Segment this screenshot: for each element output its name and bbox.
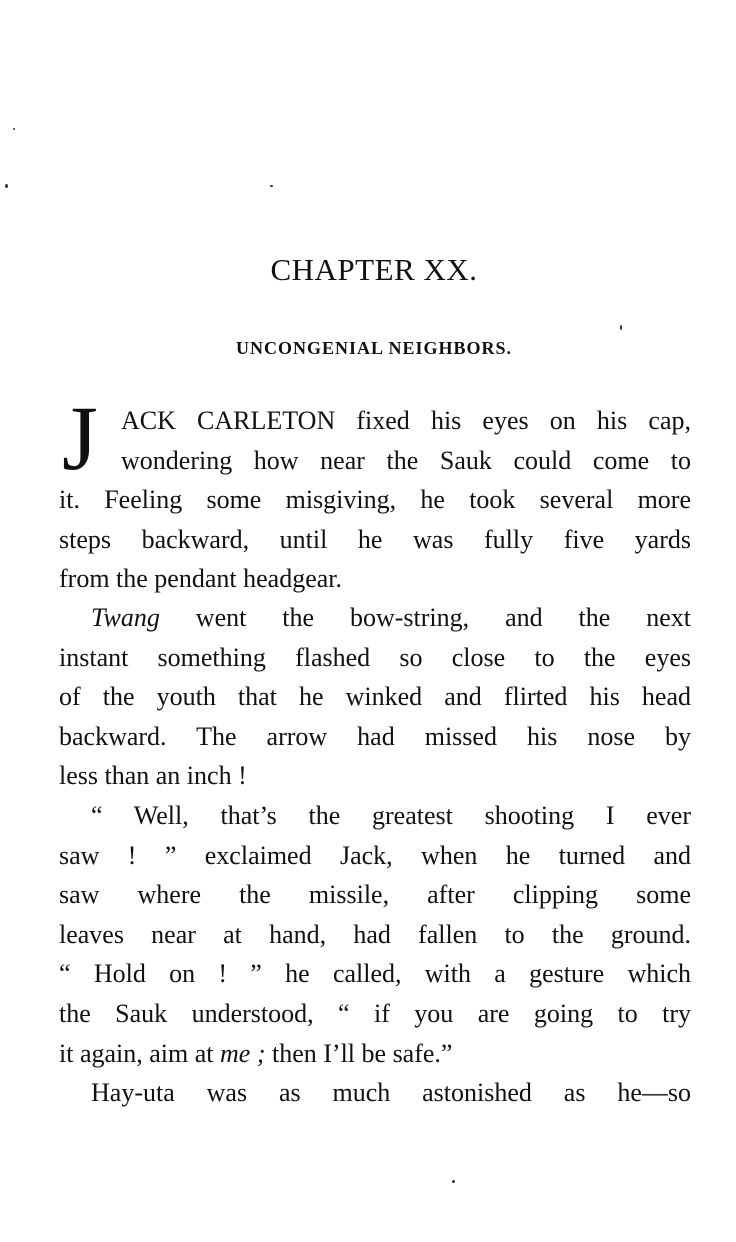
text-line: Hay-uta was as much astonished as he—so	[91, 1078, 691, 1107]
text-line: steps backward, until he was fully five yards	[59, 524, 691, 554]
paragraph-1	[59, 401, 691, 599]
text-line: instant something flashed so close to the eyes	[59, 642, 691, 672]
text-line: “ Well, that’s the greatest shooting I ever	[91, 801, 691, 830]
text-line: leaves near at hand, had fallen to the ground.	[59, 919, 691, 949]
text-line	[59, 598, 691, 638]
text-line: wondering how near the Sauk could come to	[121, 445, 691, 475]
text-line: saw where the missile, after clipping some	[59, 880, 691, 910]
paragraph-4	[59, 1073, 691, 1113]
print-speck	[5, 184, 8, 188]
text-line: it. Feeling some misgiving, he took several more	[59, 485, 691, 515]
text-line	[59, 1034, 691, 1074]
text-line: from the pendant headgear.	[59, 564, 342, 594]
italic-word: Twang	[91, 603, 160, 632]
print-speck	[270, 185, 273, 187]
text-line: “ Hold on ! ” he called, with a gesture which	[59, 959, 691, 989]
chapter-subtitle: UNCONGENIAL NEIGHBORS.	[235, 338, 513, 358]
text-line: backward. The arrow had missed his nose by	[59, 721, 691, 751]
paragraph-2	[59, 598, 691, 796]
text-line: of the youth that he winked and flirted his head	[59, 682, 691, 712]
print-speck	[13, 128, 15, 130]
text-line: saw ! ” exclaimed Jack, when he turned and	[59, 840, 691, 870]
text-line: the Sauk understood, “ if you are going to try	[59, 998, 691, 1028]
text-fragment: then I’ll be safe.”	[265, 1038, 453, 1068]
italic-word: me ;	[220, 1038, 266, 1068]
print-speck	[452, 1180, 455, 1183]
drop-cap: J	[62, 387, 98, 489]
text-fragment: it again, aim at	[59, 1038, 221, 1068]
paragraph-3	[59, 796, 691, 1073]
text-line: less than an inch !	[59, 761, 247, 791]
chapter-title: CHAPTER XX.	[270, 252, 478, 287]
text-line: ACK CARLETON fixed his eyes on his cap,	[121, 406, 691, 435]
print-speck	[620, 325, 622, 330]
text-fragment: went the bow-string, and the next	[159, 603, 691, 632]
